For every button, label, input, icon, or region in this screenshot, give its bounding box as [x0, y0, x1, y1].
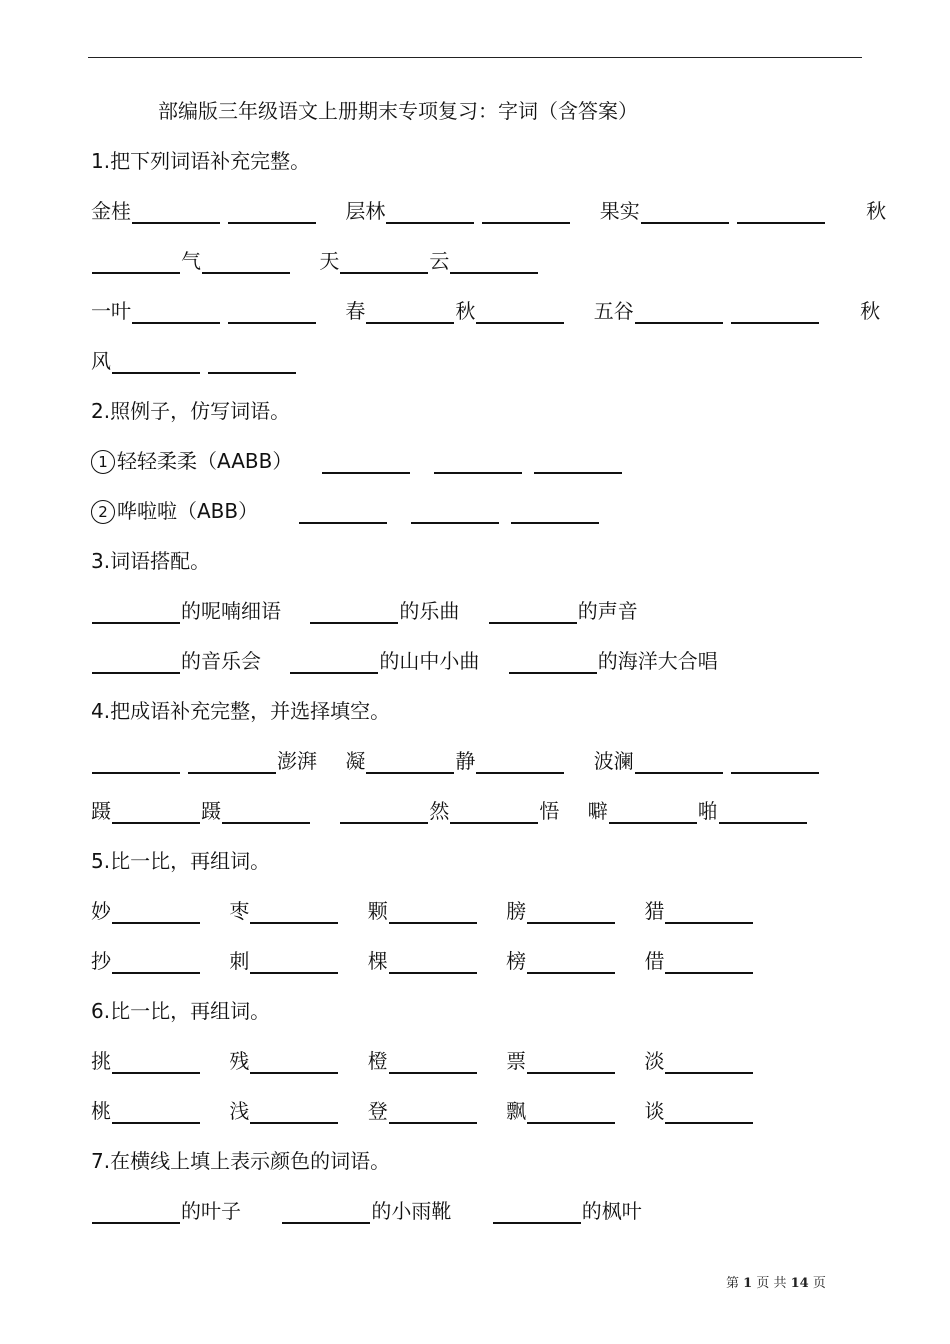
page-footer [726, 1272, 826, 1291]
answer-blank[interactable] [509, 672, 597, 674]
q5-char: 借 [644, 949, 665, 973]
q1-word-qiu2: 秋 [455, 299, 476, 323]
q7-phrase: 的小雨靴 [371, 1199, 452, 1223]
q1-row-4 [91, 344, 297, 378]
answer-blank[interactable] [250, 1122, 338, 1124]
header-rule [88, 57, 862, 58]
q5-row-1 [91, 894, 754, 928]
q7-phrase: 的枫叶 [581, 1199, 642, 1223]
q7-row-1 [91, 1194, 642, 1228]
answer-blank[interactable] [527, 972, 615, 974]
answer-blank[interactable] [731, 322, 819, 324]
q5-char: 榜 [506, 949, 527, 973]
answer-blank[interactable] [282, 1222, 370, 1224]
answer-blank[interactable] [389, 972, 477, 974]
q4-word: 悟 [539, 799, 560, 823]
q6-char: 谈 [644, 1099, 665, 1123]
q1-word-chun: 春 [345, 299, 366, 323]
q3-phrase: 的山中小曲 [379, 649, 480, 673]
answer-blank[interactable] [493, 1222, 581, 1224]
q4-word: 然 [429, 799, 450, 823]
q1-word-yiye: 一叶 [91, 299, 131, 323]
answer-blank[interactable] [731, 772, 819, 774]
q7-phrase: 的叶子 [181, 1199, 241, 1223]
q1-row-3 [91, 294, 880, 328]
q1-heading: 1.把下列词语补充完整。 [91, 149, 311, 173]
q6-char: 浅 [229, 1099, 250, 1123]
answer-blank[interactable] [112, 1122, 200, 1124]
answer-blank[interactable] [665, 1072, 753, 1074]
q1-word-cenglin: 层林 [345, 199, 386, 223]
q6-heading: 6.比一比，再组词。 [91, 999, 271, 1023]
page-number: 1 [743, 1276, 753, 1291]
answer-blank[interactable] [322, 472, 410, 474]
answer-blank[interactable] [112, 922, 200, 924]
answer-blank[interactable] [389, 1072, 477, 1074]
answer-blank[interactable] [476, 322, 564, 324]
q6-char: 桃 [91, 1099, 111, 1123]
q4-word: 凝 [345, 749, 366, 773]
q6-char: 挑 [91, 1049, 111, 1073]
q3-phrase: 的呢喃细语 [181, 599, 281, 623]
q4-row-2 [91, 794, 808, 828]
answer-blank[interactable] [250, 922, 338, 924]
answer-blank[interactable] [112, 372, 200, 374]
page-title: 部编版三年级语文上册期末专项复习：字词（含答案） [158, 99, 638, 123]
q5-char: 枣 [229, 899, 250, 923]
answer-blank[interactable] [92, 1222, 180, 1224]
q5-char: 抄 [91, 949, 111, 973]
answer-blank[interactable] [534, 472, 622, 474]
q2-row-1 [91, 444, 623, 478]
q1-row-2 [91, 244, 539, 278]
answer-blank[interactable] [340, 822, 428, 824]
q5-heading: 5.比一比，再组词。 [91, 849, 271, 873]
q6-char: 橙 [367, 1049, 388, 1073]
q1-word-wugu: 五谷 [593, 299, 634, 323]
footer-text: 第 [726, 1276, 740, 1291]
q4-word: 啪 [697, 799, 718, 823]
q2-row-2 [91, 494, 600, 528]
answer-blank[interactable] [366, 772, 454, 774]
footer-text: 页 [812, 1276, 826, 1291]
q5-char: 猎 [644, 899, 665, 923]
answer-blank[interactable] [719, 822, 807, 824]
answer-blank[interactable] [92, 272, 180, 274]
answer-blank[interactable] [527, 922, 615, 924]
q6-row-1 [91, 1044, 754, 1078]
q6-char: 飘 [506, 1099, 527, 1123]
q6-char: 淡 [644, 1049, 665, 1073]
answer-blank[interactable] [366, 322, 454, 324]
answer-blank[interactable] [450, 272, 538, 274]
answer-blank[interactable] [489, 622, 577, 624]
q5-char: 棵 [367, 949, 388, 973]
q2-example-aabb: 轻轻柔柔（AABB） [117, 449, 293, 473]
answer-blank[interactable] [112, 1072, 200, 1074]
answer-blank[interactable] [609, 822, 697, 824]
q1-word-qi: 气 [181, 249, 201, 273]
q4-row-1 [91, 744, 820, 778]
answer-blank[interactable] [665, 972, 753, 974]
answer-blank[interactable] [92, 772, 180, 774]
answer-blank[interactable] [665, 1122, 753, 1124]
answer-blank[interactable] [112, 822, 200, 824]
answer-blank[interactable] [250, 1072, 338, 1074]
answer-blank[interactable] [665, 922, 753, 924]
answer-blank[interactable] [340, 272, 428, 274]
answer-blank[interactable] [450, 822, 538, 824]
answer-blank[interactable] [737, 222, 825, 224]
q3-phrase: 的声音 [577, 599, 638, 623]
answer-blank[interactable] [476, 772, 564, 774]
answer-blank[interactable] [132, 222, 220, 224]
answer-blank[interactable] [389, 922, 477, 924]
answer-blank[interactable] [208, 372, 296, 374]
q3-phrase: 的乐曲 [399, 599, 460, 623]
q4-word: 蹑 [201, 799, 221, 823]
answer-blank[interactable] [250, 972, 338, 974]
q4-word: 蹑 [91, 799, 111, 823]
answer-blank[interactable] [386, 222, 474, 224]
q5-char: 刺 [229, 949, 250, 973]
q4-heading: 4.把成语补充完整，并选择填空。 [91, 699, 391, 723]
q7-heading: 7.在横线上填上表示颜色的词语。 [91, 1149, 391, 1173]
q4-word: 波澜 [593, 749, 634, 773]
q1-word-qiu: 秋 [866, 199, 887, 223]
answer-blank[interactable] [411, 522, 499, 524]
q1-word-guoshi: 果实 [599, 199, 640, 223]
answer-blank[interactable] [299, 522, 387, 524]
q1-word-yun: 云 [429, 249, 450, 273]
page-total: 14 [790, 1276, 809, 1291]
q1-row-1 [91, 194, 886, 228]
answer-blank[interactable] [635, 322, 723, 324]
q6-row-2 [91, 1094, 754, 1128]
q6-char: 残 [229, 1049, 250, 1073]
answer-blank[interactable] [290, 672, 378, 674]
circled-number: 1 [91, 450, 115, 474]
answer-blank[interactable] [511, 522, 599, 524]
q4-word: 澎湃 [277, 749, 317, 773]
answer-blank[interactable] [228, 222, 316, 224]
q1-word-tian: 天 [319, 249, 340, 273]
answer-blank[interactable] [112, 972, 200, 974]
answer-blank[interactable] [188, 772, 276, 774]
q1-word-jingui: 金桂 [91, 199, 131, 223]
answer-blank[interactable] [434, 472, 522, 474]
answer-blank[interactable] [641, 222, 729, 224]
q4-word: 静 [455, 749, 476, 773]
q6-char: 票 [506, 1049, 527, 1073]
q2-example-abb: 哗啦啦（ABB） [117, 499, 259, 523]
q2-heading: 2.照例子，仿写词语。 [91, 399, 291, 423]
q5-row-2 [91, 944, 754, 978]
answer-blank[interactable] [228, 322, 316, 324]
answer-blank[interactable] [482, 222, 570, 224]
answer-blank[interactable] [92, 672, 180, 674]
answer-blank[interactable] [527, 1122, 615, 1124]
q3-phrase: 的海洋大合唱 [597, 649, 718, 673]
q6-char: 登 [367, 1099, 388, 1123]
q1-word-qiu3: 秋 [860, 299, 881, 323]
answer-blank[interactable] [92, 622, 180, 624]
circled-number: 2 [91, 500, 115, 524]
q5-char: 膀 [506, 899, 527, 923]
answer-blank[interactable] [132, 322, 220, 324]
q3-row-1 [91, 594, 638, 628]
q4-word: 噼 [587, 799, 608, 823]
q5-char: 妙 [91, 899, 111, 923]
answer-blank[interactable] [202, 272, 290, 274]
answer-blank[interactable] [389, 1122, 477, 1124]
q3-row-2 [91, 644, 718, 678]
q3-phrase: 的音乐会 [181, 649, 261, 673]
q1-word-feng: 风 [91, 349, 111, 373]
answer-blank[interactable] [635, 772, 723, 774]
q5-char: 颗 [367, 899, 388, 923]
q3-heading: 3.词语搭配。 [91, 549, 211, 573]
answer-blank[interactable] [310, 622, 398, 624]
footer-text: 页 共 [756, 1276, 787, 1291]
answer-blank[interactable] [222, 822, 310, 824]
answer-blank[interactable] [527, 1072, 615, 1074]
